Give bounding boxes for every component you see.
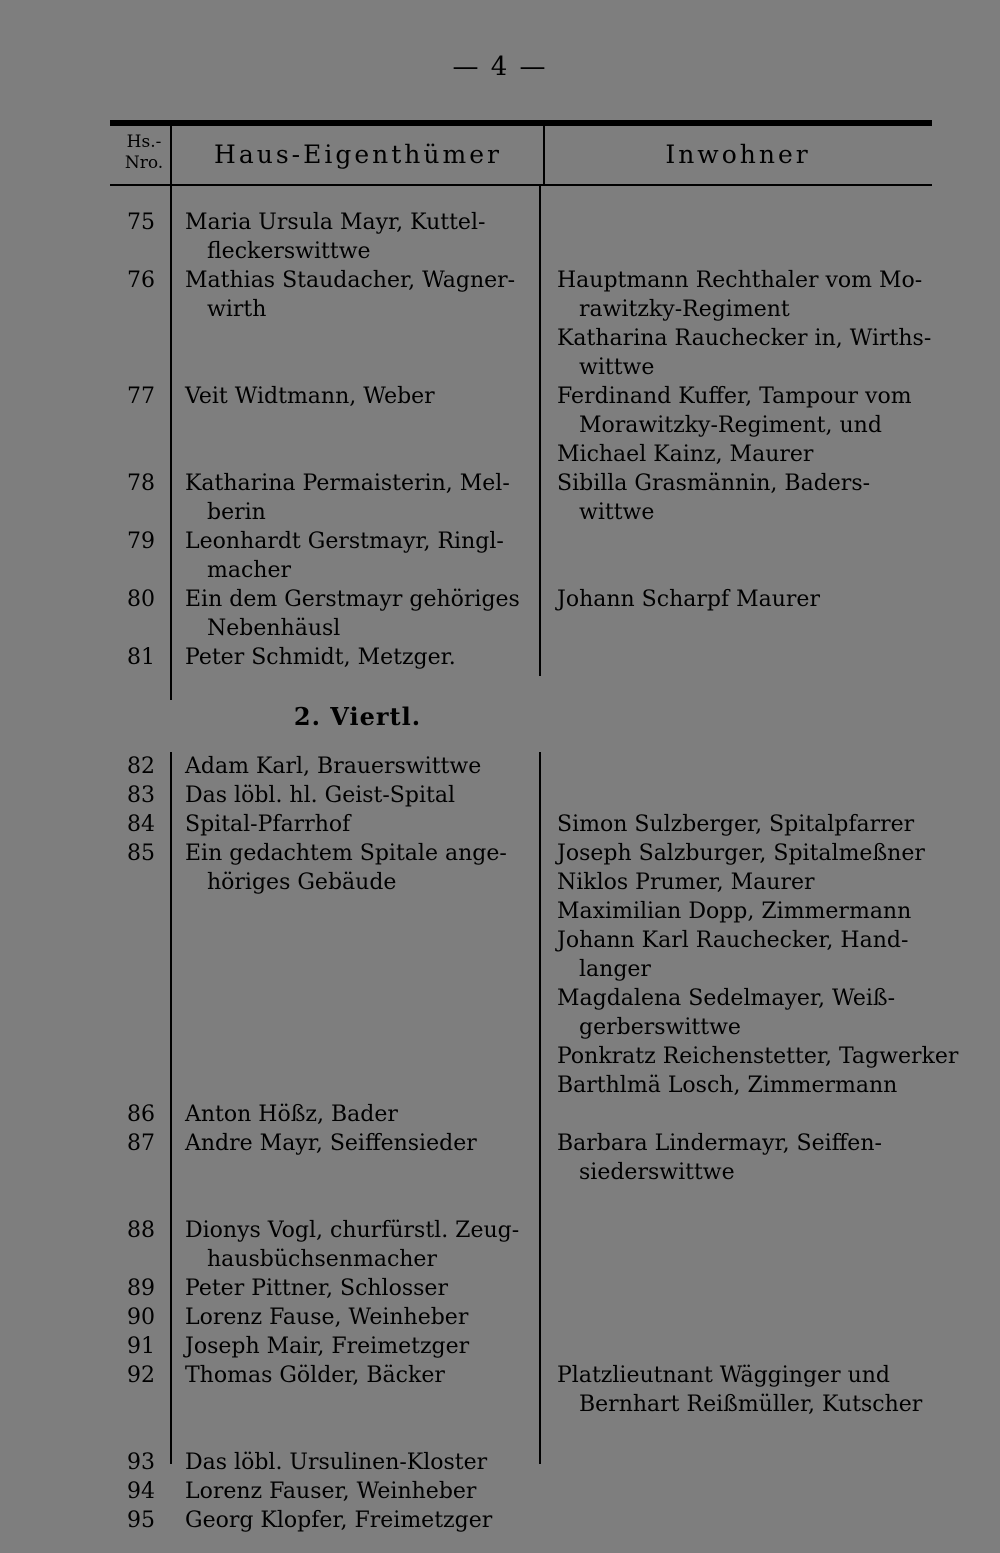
house-number: 92 bbox=[127, 1363, 155, 1388]
owner-line: Joseph Mair, Freimetzger bbox=[185, 1334, 470, 1359]
owner-line: Thomas Gölder, Bäcker bbox=[185, 1363, 445, 1388]
house-number: 77 bbox=[127, 384, 155, 409]
inhabitant-cell bbox=[557, 1129, 937, 1187]
owner-line: Georg Klopfer, Freimetzger bbox=[185, 1508, 493, 1533]
table-row bbox=[0, 1448, 1000, 1477]
inhabitant-line: Joseph Salzburger, Spitalmeßner bbox=[557, 841, 925, 866]
owner-cell bbox=[185, 1477, 530, 1506]
owner-cell bbox=[185, 585, 530, 643]
owner-line: Ein gedachtem Spitale ange- bbox=[185, 841, 507, 866]
section-title: 2. Viertl. bbox=[293, 702, 422, 731]
table-row bbox=[0, 585, 1000, 643]
owner-line: Das löbl. hl. Geist-Spital bbox=[185, 783, 455, 808]
house-number: 83 bbox=[127, 783, 155, 808]
owner-line: hausbüchsenmacher bbox=[207, 1247, 437, 1272]
owner-line: Ein dem Gerstmayr gehöriges bbox=[185, 587, 520, 612]
top-rule bbox=[110, 120, 932, 126]
house-number: 87 bbox=[127, 1131, 155, 1156]
house-number: 76 bbox=[127, 268, 155, 293]
owner-line: Katharina Permaisterin, Mel- bbox=[185, 471, 510, 496]
inhabitant-line: Barthlmä Losch, Zimmermann bbox=[557, 1073, 898, 1098]
header-house-number bbox=[116, 132, 172, 174]
owner-line: Mathias Staudacher, Wagner- bbox=[185, 268, 516, 293]
table-row bbox=[0, 810, 1000, 839]
owner-line: Lorenz Fauser, Weinheber bbox=[185, 1479, 477, 1504]
owner-line: Lorenz Fause, Weinheber bbox=[185, 1305, 469, 1330]
owner-line: Andre Mayr, Seiffensieder bbox=[185, 1131, 477, 1156]
owner-line: Dionys Vogl, churfürstl. Zeug- bbox=[185, 1218, 520, 1243]
inhabitant-line: Ponkratz Reichenstetter, Tagwerker bbox=[557, 1044, 959, 1069]
table-row bbox=[0, 469, 1000, 527]
inhabitant-line: Niklos Prumer, Maurer bbox=[557, 870, 815, 895]
table-row bbox=[0, 527, 1000, 585]
inhabitant-line: Maximilian Dopp, Zimmermann bbox=[557, 899, 912, 924]
inhabitant-line: Johann Karl Rauchecker, Hand- bbox=[557, 928, 909, 953]
owner-line: höriges Gebäude bbox=[207, 870, 397, 895]
inhabitant-line: Morawitzky-Regiment, und bbox=[579, 413, 882, 438]
register-rows-section-2 bbox=[0, 752, 1000, 1535]
column-divider bbox=[543, 126, 545, 186]
owner-cell bbox=[185, 1274, 530, 1303]
inhabitant-line: Magdalena Sedelmayer, Weiß- bbox=[557, 986, 896, 1011]
inhabitant-line: Simon Sulzberger, Spitalpfarrer bbox=[557, 812, 915, 837]
table-row bbox=[0, 266, 1000, 382]
owner-line: berin bbox=[207, 500, 266, 525]
header-owner: Haus-Eigenthümer bbox=[214, 140, 502, 169]
owner-cell bbox=[185, 1448, 530, 1477]
inhabitant-cell bbox=[557, 382, 937, 469]
table-row bbox=[0, 1477, 1000, 1506]
inhabitant-line: rawitzky-Regiment bbox=[579, 297, 790, 322]
house-number: 93 bbox=[127, 1450, 155, 1475]
owner-cell bbox=[185, 752, 530, 781]
inhabitant-cell bbox=[557, 1361, 937, 1419]
column-divider bbox=[170, 126, 172, 186]
owner-line: fleckerswittwe bbox=[207, 239, 371, 264]
owner-cell bbox=[185, 1216, 530, 1274]
owner-cell bbox=[185, 643, 530, 672]
owner-cell bbox=[185, 810, 530, 839]
inhabitant-line: wittwe bbox=[579, 355, 655, 380]
table-row bbox=[0, 1129, 1000, 1216]
owner-cell bbox=[185, 1129, 530, 1158]
owner-line: wirth bbox=[207, 297, 267, 322]
inhabitant-cell bbox=[557, 469, 937, 527]
house-number: 81 bbox=[127, 645, 155, 670]
owner-line: Das löbl. Ursulinen-Kloster bbox=[185, 1450, 488, 1475]
inhabitant-cell bbox=[557, 266, 937, 382]
inhabitant-line: siederswittwe bbox=[579, 1160, 735, 1185]
house-number: 78 bbox=[127, 471, 155, 496]
house-number: 86 bbox=[127, 1102, 155, 1127]
table-row bbox=[0, 643, 1000, 672]
owner-cell bbox=[185, 527, 530, 585]
owner-cell bbox=[185, 1303, 530, 1332]
inhabitant-line: Johann Scharpf Maurer bbox=[557, 587, 820, 612]
header-house-number-bottom: Nro. bbox=[124, 153, 164, 173]
owner-cell bbox=[185, 1506, 530, 1535]
table-row bbox=[0, 1216, 1000, 1274]
owner-line: Maria Ursula Mayr, Kuttel- bbox=[185, 210, 486, 235]
table-row bbox=[0, 1100, 1000, 1129]
house-number: 84 bbox=[127, 812, 155, 837]
house-number: 91 bbox=[127, 1334, 155, 1359]
owner-line: Adam Karl, Brauerswittwe bbox=[185, 754, 482, 779]
owner-line: Leonhardt Gerstmayr, Ringl- bbox=[185, 529, 504, 554]
owner-cell bbox=[185, 781, 530, 810]
house-number: 95 bbox=[127, 1508, 155, 1533]
header-rule bbox=[110, 184, 932, 186]
page-number: — 4 — bbox=[452, 52, 548, 82]
house-number: 80 bbox=[127, 587, 155, 612]
table-row bbox=[0, 752, 1000, 781]
inhabitant-cell bbox=[557, 810, 937, 839]
header-inhabitant: Inwohner bbox=[665, 140, 811, 169]
owner-cell bbox=[185, 469, 530, 527]
inhabitant-line: Barbara Lindermayr, Seiffen- bbox=[557, 1131, 882, 1156]
owner-line: macher bbox=[207, 558, 292, 583]
inhabitant-line: Katharina Rauchecker in, Wirths- bbox=[557, 326, 932, 351]
table-row bbox=[0, 1274, 1000, 1303]
table-row bbox=[0, 1361, 1000, 1448]
inhabitant-cell bbox=[557, 585, 937, 614]
table-row bbox=[0, 382, 1000, 469]
owner-line: Nebenhäusl bbox=[207, 616, 341, 641]
owner-line: Peter Schmidt, Metzger. bbox=[185, 645, 456, 670]
house-number: 94 bbox=[127, 1479, 155, 1504]
house-number: 85 bbox=[127, 841, 155, 866]
owner-line: Spital-Pfarrhof bbox=[185, 812, 351, 837]
inhabitant-line: Sibilla Grasmännin, Baders- bbox=[557, 471, 871, 496]
table-row bbox=[0, 839, 1000, 1100]
inhabitant-line: Bernhart Reißmüller, Kutscher bbox=[579, 1392, 923, 1417]
inhabitant-line: Ferdinand Kuffer, Tampour vom bbox=[557, 384, 912, 409]
inhabitant-line: wittwe bbox=[579, 500, 655, 525]
house-number: 88 bbox=[127, 1218, 155, 1243]
house-number: 82 bbox=[127, 754, 155, 779]
owner-line: Veit Widtmann, Weber bbox=[185, 384, 435, 409]
house-number: 75 bbox=[127, 210, 155, 235]
inhabitant-line: langer bbox=[579, 957, 651, 982]
owner-line: Anton Hößz, Bader bbox=[185, 1102, 398, 1127]
owner-line: Peter Pittner, Schlosser bbox=[185, 1276, 448, 1301]
house-number: 89 bbox=[127, 1276, 155, 1301]
table-row bbox=[0, 1506, 1000, 1535]
house-number: 79 bbox=[127, 529, 155, 554]
table-row bbox=[0, 208, 1000, 266]
table-header bbox=[110, 130, 932, 180]
table-row bbox=[0, 1332, 1000, 1361]
owner-cell bbox=[185, 839, 530, 897]
inhabitant-cell bbox=[557, 839, 959, 1100]
table-row bbox=[0, 781, 1000, 810]
inhabitant-line: Michael Kainz, Maurer bbox=[557, 442, 814, 467]
table-row bbox=[0, 1303, 1000, 1332]
owner-cell bbox=[185, 208, 530, 266]
header-house-number-top: Hs.- bbox=[126, 132, 162, 152]
inhabitant-line: gerberswittwe bbox=[579, 1015, 741, 1040]
owner-cell bbox=[185, 1361, 530, 1390]
register-rows-section-1 bbox=[0, 208, 1000, 672]
owner-cell bbox=[185, 266, 530, 324]
inhabitant-line: Platzlieutnant Wägginger und bbox=[557, 1363, 890, 1388]
owner-cell bbox=[185, 1100, 530, 1129]
owner-cell bbox=[185, 1332, 530, 1361]
inhabitant-line: Hauptmann Rechthaler vom Mo- bbox=[557, 268, 923, 293]
house-number: 90 bbox=[127, 1305, 155, 1330]
owner-cell bbox=[185, 382, 530, 411]
